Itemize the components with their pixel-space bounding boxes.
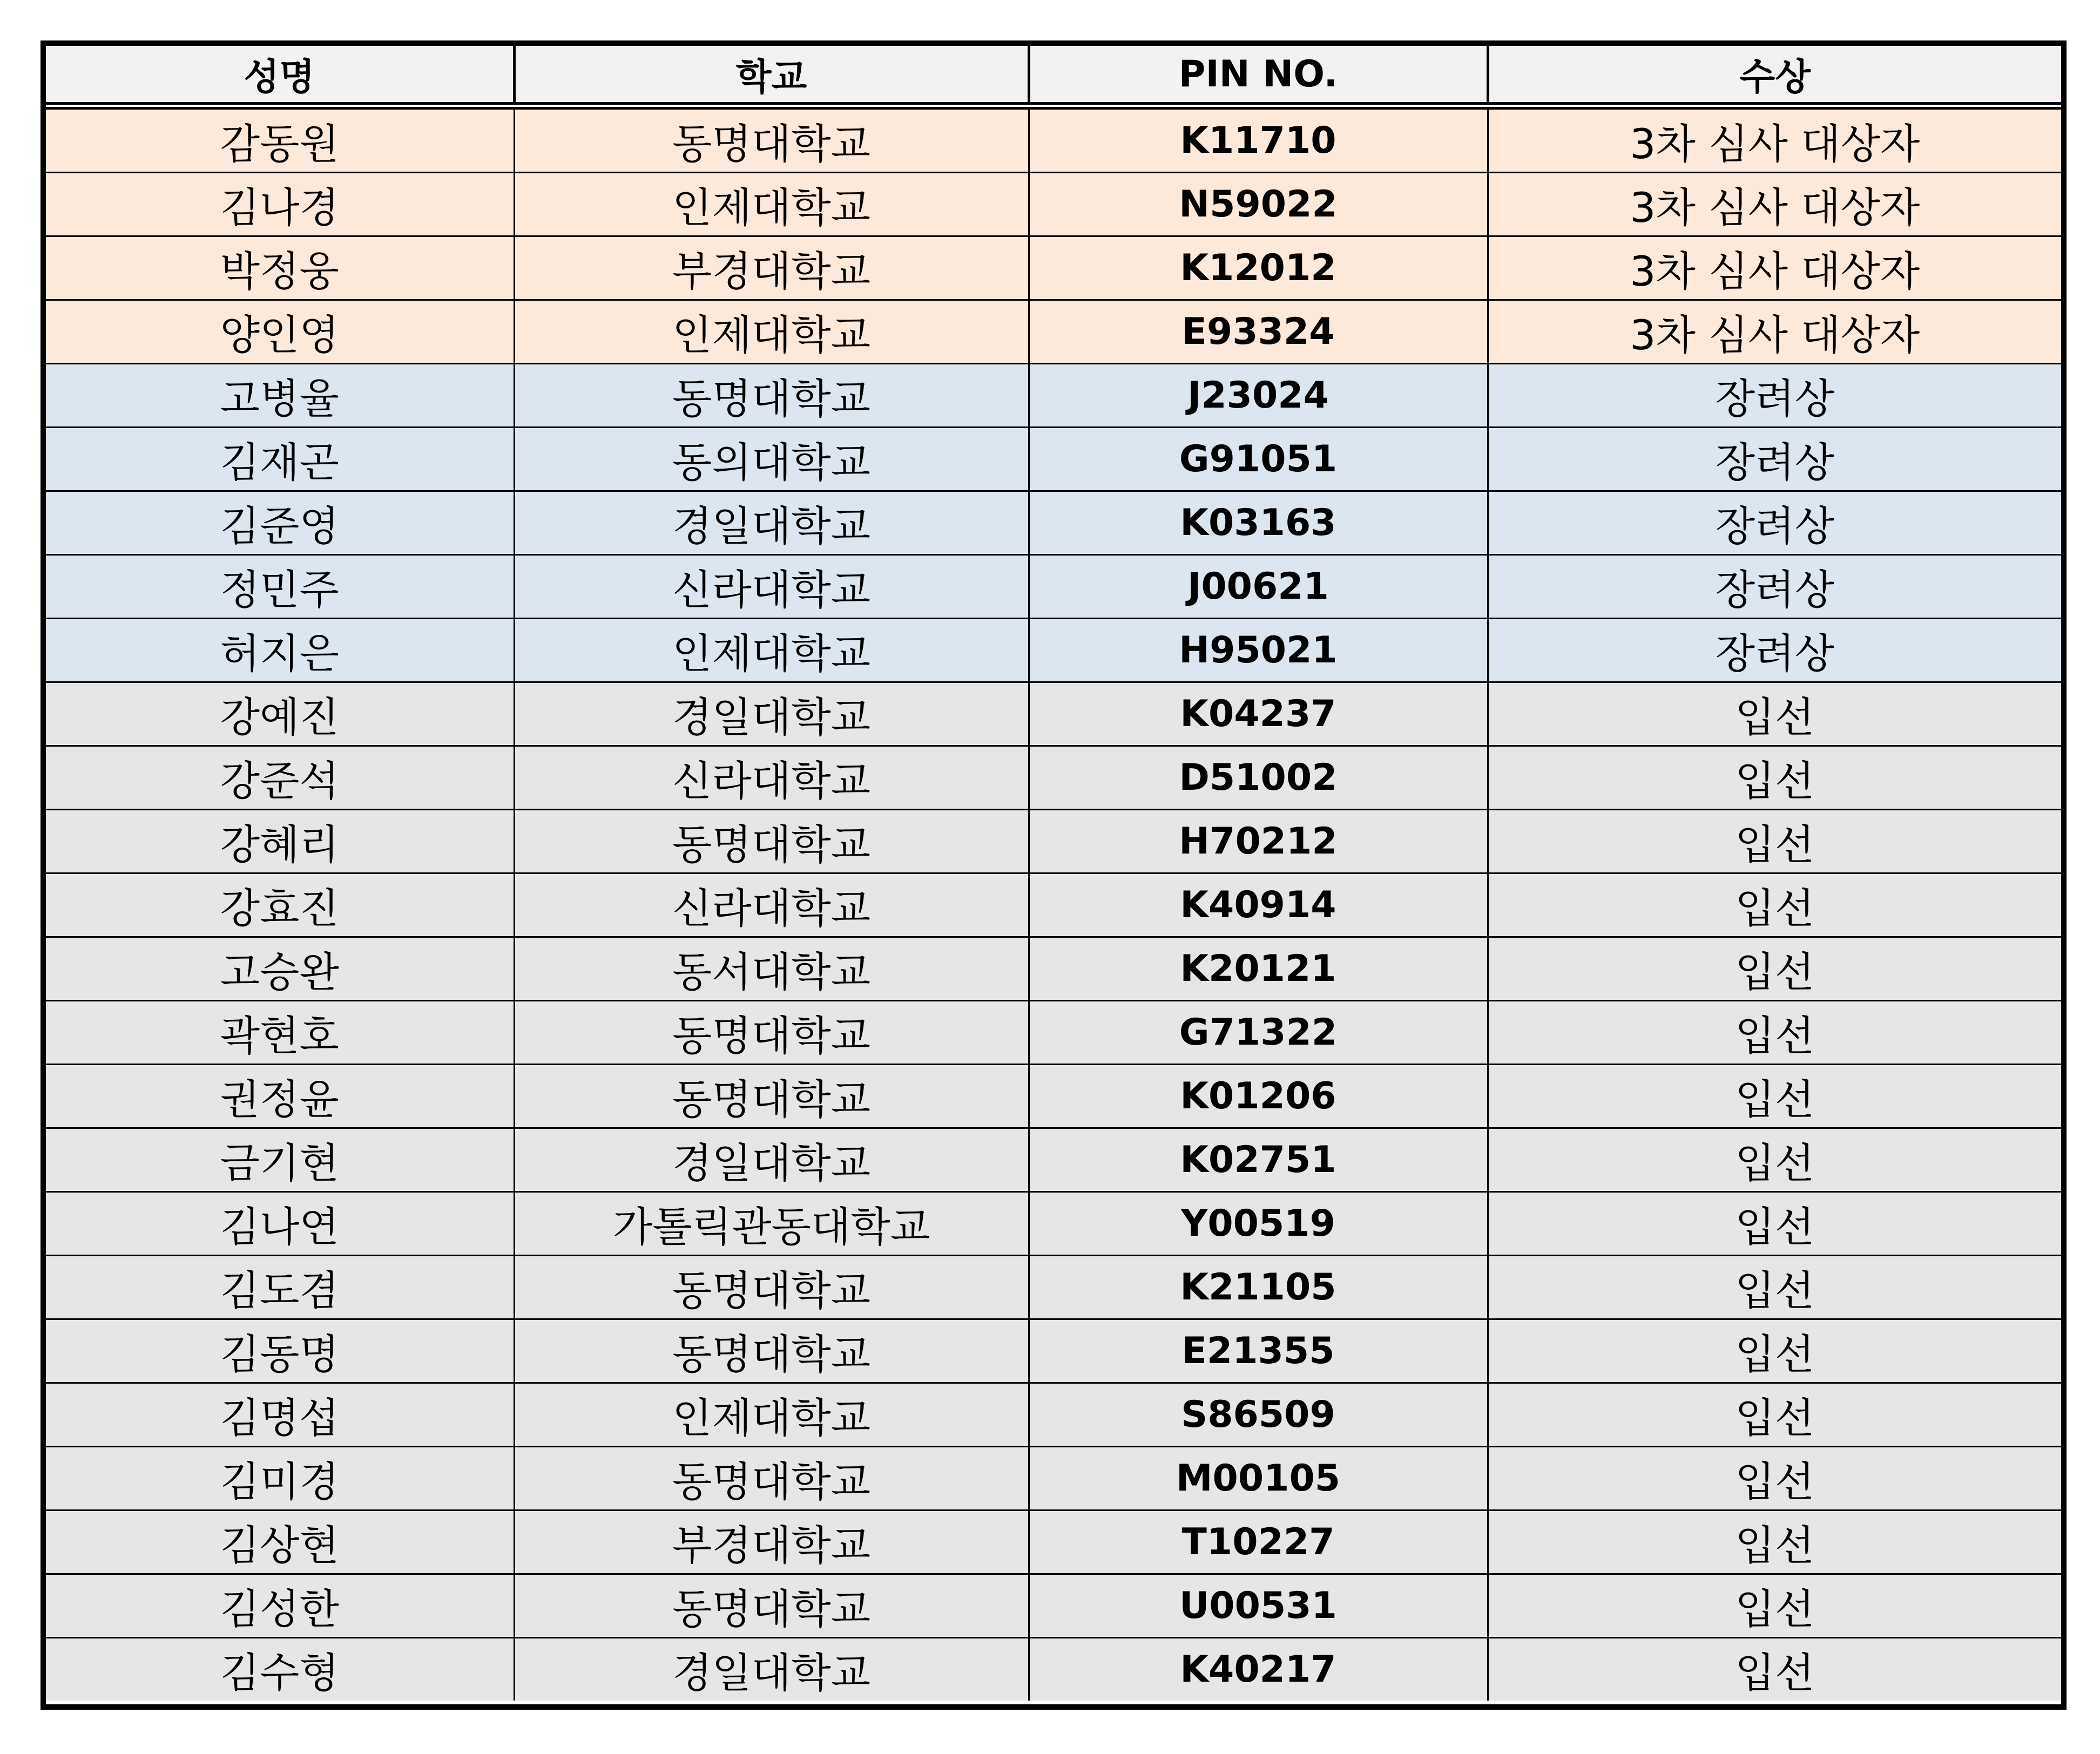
cell-school: 가톨릭관동대학교 bbox=[514, 1192, 1029, 1256]
cell-pin: G71322 bbox=[1029, 1001, 1488, 1065]
cell-name: 김동명 bbox=[46, 1319, 514, 1383]
cell-pin: Y00519 bbox=[1029, 1192, 1488, 1256]
cell-award: 입선 bbox=[1488, 873, 2061, 937]
cell-pin: H95021 bbox=[1029, 619, 1488, 682]
cell-award: 입선 bbox=[1488, 1256, 2061, 1319]
cell-pin: E21355 bbox=[1029, 1319, 1488, 1383]
cell-school: 신라대학교 bbox=[514, 746, 1029, 810]
cell-pin: G91051 bbox=[1029, 428, 1488, 491]
cell-award: 입선 bbox=[1488, 1511, 2061, 1574]
cell-school: 동서대학교 bbox=[514, 937, 1029, 1001]
cell-name: 감동원 bbox=[46, 106, 514, 173]
table-row bbox=[46, 236, 2061, 300]
cell-pin: K02751 bbox=[1029, 1128, 1488, 1192]
cell-name: 강효진 bbox=[46, 873, 514, 937]
table-row bbox=[46, 173, 2061, 236]
cell-award: 장려상 bbox=[1488, 619, 2061, 682]
cell-pin: J00621 bbox=[1029, 555, 1488, 619]
table-row bbox=[46, 364, 2061, 428]
table-row bbox=[46, 1319, 2061, 1383]
table-row bbox=[46, 1638, 2061, 1701]
cell-pin: T10227 bbox=[1029, 1511, 1488, 1574]
cell-award: 3차 심사 대상자 bbox=[1488, 173, 2061, 236]
cell-pin: K12012 bbox=[1029, 236, 1488, 300]
cell-name: 김나경 bbox=[46, 173, 514, 236]
cell-school: 동명대학교 bbox=[514, 1319, 1029, 1383]
cell-name: 김수형 bbox=[46, 1638, 514, 1701]
cell-award: 입선 bbox=[1488, 1065, 2061, 1128]
cell-school: 동명대학교 bbox=[514, 1001, 1029, 1065]
cell-school: 동명대학교 bbox=[514, 1574, 1029, 1638]
header-name: 성명 bbox=[46, 46, 514, 106]
cell-pin: S86509 bbox=[1029, 1383, 1488, 1447]
table-row bbox=[46, 428, 2061, 491]
table-row bbox=[46, 1447, 2061, 1511]
cell-award: 입선 bbox=[1488, 746, 2061, 810]
cell-award: 입선 bbox=[1735, 1649, 1815, 1697]
cell-pin: K40914 bbox=[1029, 873, 1488, 937]
award-results-table bbox=[46, 46, 2061, 1701]
table-row bbox=[46, 746, 2061, 810]
cell-pin: K21105 bbox=[1029, 1256, 1488, 1319]
cell-school: 인제대학교 bbox=[514, 619, 1029, 682]
cell-pin: K20121 bbox=[1029, 937, 1488, 1001]
cell-award: 입선 bbox=[1488, 1383, 2061, 1447]
table-row bbox=[46, 937, 2061, 1001]
cell-name: 권정윤 bbox=[46, 1065, 514, 1128]
cell-school: 동명대학교 bbox=[514, 1447, 1029, 1511]
header-school: 학교 bbox=[514, 46, 1029, 106]
cell-name: 정민주 bbox=[46, 555, 514, 619]
cell-school: 경일대학교 bbox=[514, 1128, 1029, 1192]
cell-award: 장려상 bbox=[1488, 555, 2061, 619]
table-row bbox=[46, 1128, 2061, 1192]
cell-name: 김준영 bbox=[46, 491, 514, 555]
table-row bbox=[46, 1065, 2061, 1128]
cell-name: 곽현호 bbox=[46, 1001, 514, 1065]
cell-award: 입선 bbox=[1488, 1001, 2061, 1065]
cell-name: 강예진 bbox=[46, 682, 514, 746]
cell-name: 김미경 bbox=[46, 1447, 514, 1511]
cell-pin: U00531 bbox=[1029, 1574, 1488, 1638]
cell-name: 김명섭 bbox=[46, 1383, 514, 1447]
table-row bbox=[46, 1574, 2061, 1638]
table-row bbox=[46, 106, 2061, 173]
cell-award: 장려상 bbox=[1488, 491, 2061, 555]
cell-school: 경일대학교 bbox=[514, 682, 1029, 746]
cell-school: 동명대학교 bbox=[514, 1256, 1029, 1319]
cell-award: 입선 bbox=[1488, 1574, 2061, 1638]
cell-school: 동의대학교 bbox=[514, 428, 1029, 491]
cell-award: 장려상 bbox=[1488, 364, 2061, 428]
cell-name: 허지은 bbox=[46, 619, 514, 682]
cell-school: 신라대학교 bbox=[514, 555, 1029, 619]
cell-award: 입선 bbox=[1488, 1128, 2061, 1192]
results-table-frame bbox=[40, 40, 2067, 1710]
cell-name: 김재곤 bbox=[46, 428, 514, 491]
table-row bbox=[46, 873, 2061, 937]
cell-name: 박정웅 bbox=[46, 236, 514, 300]
cell-school: 인제대학교 bbox=[514, 1383, 1029, 1447]
cell-award: 입선 bbox=[1488, 1319, 2061, 1383]
cell-name: 강혜리 bbox=[46, 810, 514, 873]
cell-name: 금기현 bbox=[46, 1128, 514, 1192]
cell-school: 부경대학교 bbox=[514, 1511, 1029, 1574]
table-body bbox=[46, 106, 2061, 1701]
cell-name: 김도겸 bbox=[46, 1256, 514, 1319]
cell-pin: N59022 bbox=[1029, 173, 1488, 236]
cell-school: 인제대학교 bbox=[514, 173, 1029, 236]
cell-name: 고병율 bbox=[46, 364, 514, 428]
cell-name: 양인영 bbox=[46, 300, 514, 364]
header-award: 수상 bbox=[1488, 46, 2061, 106]
cell-award: 3차 심사 대상자 bbox=[1488, 106, 2061, 173]
cell-award: 입선 bbox=[1488, 1447, 2061, 1511]
header-row bbox=[46, 46, 2061, 106]
cell-award: 입선 bbox=[1488, 937, 2061, 1001]
cell-pin: K04237 bbox=[1029, 682, 1488, 746]
cell-school: 경일대학교 bbox=[514, 491, 1029, 555]
cell-award: 입선 bbox=[1488, 810, 2061, 873]
cell-award: 입선 bbox=[1488, 1192, 2061, 1256]
cell-pin: K40217 bbox=[1029, 1638, 1488, 1701]
cell-name: 고승완 bbox=[46, 937, 514, 1001]
cell-pin: E93324 bbox=[1029, 300, 1488, 364]
cell-school: 동명대학교 bbox=[514, 810, 1029, 873]
table-row bbox=[46, 1001, 2061, 1065]
cell-school: 신라대학교 bbox=[514, 873, 1029, 937]
table-row bbox=[46, 491, 2061, 555]
cell-pin: M00105 bbox=[1029, 1447, 1488, 1511]
table-row bbox=[46, 555, 2061, 619]
table-row bbox=[46, 810, 2061, 873]
cell-award: 3차 심사 대상자 bbox=[1488, 236, 2061, 300]
cell-pin: K11710 bbox=[1029, 106, 1488, 173]
cell-pin: J23024 bbox=[1029, 364, 1488, 428]
cell-award: 3차 심사 대상자 bbox=[1488, 300, 2061, 364]
cell-pin: K03163 bbox=[1029, 491, 1488, 555]
cell-school: 인제대학교 bbox=[514, 300, 1029, 364]
cell-school: 부경대학교 bbox=[514, 236, 1029, 300]
table-row bbox=[46, 1256, 2061, 1319]
cell-school: 경일대학교 bbox=[514, 1638, 1029, 1701]
cell-school: 동명대학교 bbox=[514, 364, 1029, 428]
table-row bbox=[46, 1511, 2061, 1574]
cell-name: 김나연 bbox=[46, 1192, 514, 1256]
table-row bbox=[46, 682, 2061, 746]
table-row bbox=[46, 1383, 2061, 1447]
cell-school: 동명대학교 bbox=[514, 106, 1029, 173]
header-pin: PIN NO. bbox=[1029, 46, 1488, 106]
table-header bbox=[46, 46, 2061, 106]
cell-school: 동명대학교 bbox=[514, 1065, 1029, 1128]
table-row bbox=[46, 1192, 2061, 1256]
cell-award: 장려상 bbox=[1488, 428, 2061, 491]
cell-pin: D51002 bbox=[1029, 746, 1488, 810]
table-row bbox=[46, 300, 2061, 364]
cell-pin: H70212 bbox=[1029, 810, 1488, 873]
cell-award: 입선 bbox=[1488, 682, 2061, 746]
cell-name: 김성한 bbox=[46, 1574, 514, 1638]
cell-name: 김상현 bbox=[46, 1511, 514, 1574]
cell-name: 강준석 bbox=[46, 746, 514, 810]
table-row bbox=[46, 619, 2061, 682]
cell-pin: K01206 bbox=[1029, 1065, 1488, 1128]
